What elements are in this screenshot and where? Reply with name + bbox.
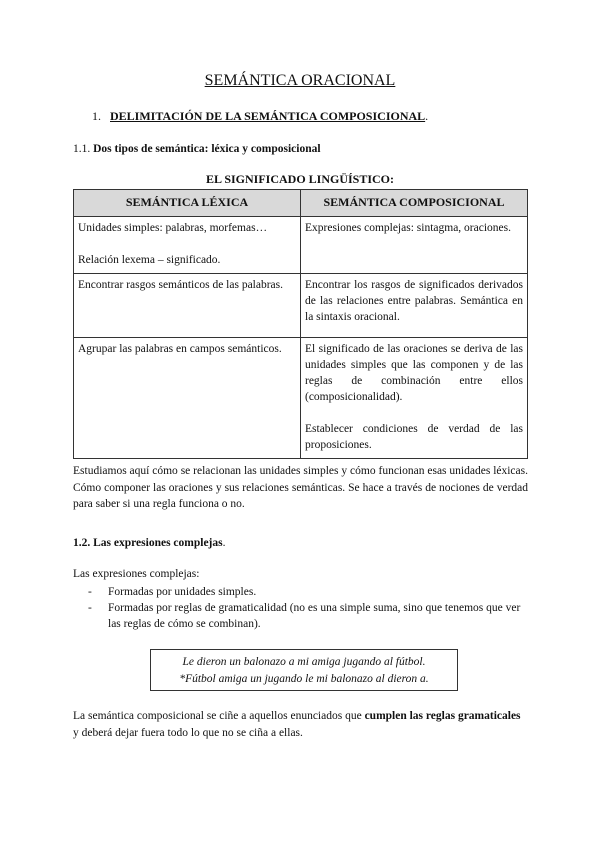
list-item — [88, 600, 528, 632]
cell-text: Unidades simples: palabras, morfemas… — [78, 222, 268, 234]
body-paragraph — [73, 708, 528, 741]
section-1-heading — [92, 109, 428, 124]
cell-text: Relación lexema – significado. — [78, 254, 221, 266]
cell-text: Encontrar los rasgos de significados derivados de las relaciones entre palabras. Semántica en la sintaxis oracional. — [305, 279, 523, 323]
list-item — [88, 584, 528, 600]
section-title: 1.2. Las expresiones complejas — [73, 537, 223, 549]
section-number: 1. — [92, 109, 101, 123]
bold-text: cumplen las reglas gramaticales — [364, 710, 521, 722]
table-cell — [74, 217, 301, 274]
page-title: SEMÁNTICA ORACIONAL — [204, 72, 396, 89]
table-cell — [74, 274, 301, 338]
table-row — [74, 338, 528, 459]
list-item-text: Formadas por reglas de gramaticalidad (no es una simple suma, sino que tenemos que ver las reglas de cómo se combinan). — [108, 602, 521, 630]
dash-bullet-icon: - — [88, 586, 92, 598]
text-span: La semántica composicional se ciñe a aquellos enunciados que — [73, 710, 365, 722]
cell-text: Encontrar rasgos semánticos de las palabras. — [78, 279, 284, 291]
table-row — [74, 217, 528, 274]
section-suffix: . — [222, 537, 226, 549]
bullet-list — [88, 584, 528, 632]
table-cell — [74, 338, 301, 459]
section-title: DELIMITACIÓN DE LA SEMÁNTICA COMPOSICIONAL — [110, 109, 426, 123]
cell-text: Expresiones complejas: sintagma, oraciones. — [305, 222, 511, 234]
section-1-1-heading — [73, 143, 321, 155]
dash-bullet-icon: - — [88, 602, 92, 614]
example-sentence: Le dieron un balonazo a mi amiga jugando al fútbol. — [182, 656, 426, 668]
table-header-row — [74, 190, 528, 217]
table-cell — [301, 274, 528, 338]
cell-text: Agrupar las palabras en campos semánticos. — [78, 343, 282, 355]
cell-text: Establecer condiciones de verdad de las proposiciones. — [305, 423, 523, 451]
table-cell — [301, 338, 528, 459]
example-sentence: *Fútbol amiga un jugando le mi balonazo al dieron a. — [179, 673, 429, 685]
table-cell — [301, 217, 528, 274]
section-title: Dos tipos de semántica: léxica y composicional — [93, 143, 321, 155]
section-1-2-heading — [73, 537, 225, 549]
list-item-text: Formadas por unidades simples. — [108, 586, 257, 598]
section-suffix: . — [425, 109, 429, 123]
table-caption: EL SIGNIFICADO LINGÜÍSTICO: — [205, 172, 395, 186]
cell-text: El significado de las oraciones se deriva de las unidades simples que las componen y de las reglas de combinación entre ellos (composicionalidad). — [305, 343, 523, 403]
list-intro: Las expresiones complejas: — [73, 568, 200, 580]
body-paragraph: Estudiamos aquí cómo se relacionan las unidades simples y cómo funcionan esas unidades léxicas. Cómo componer las oraciones y sus relaciones semánticas. Se hace a través de nociones de verdad para saber si una regla funciona o no. — [73, 465, 528, 510]
table-row — [74, 274, 528, 338]
comparison-table — [73, 189, 528, 459]
column-header: SEMÁNTICA LÉXICA — [74, 190, 301, 217]
section-number: 1.1. — [73, 143, 91, 155]
text-span: y deberá dejar fuera todo lo que no se ciña a ellas. — [73, 726, 303, 739]
column-header: SEMÁNTICA COMPOSICIONAL — [301, 190, 528, 217]
example-box — [150, 649, 458, 691]
